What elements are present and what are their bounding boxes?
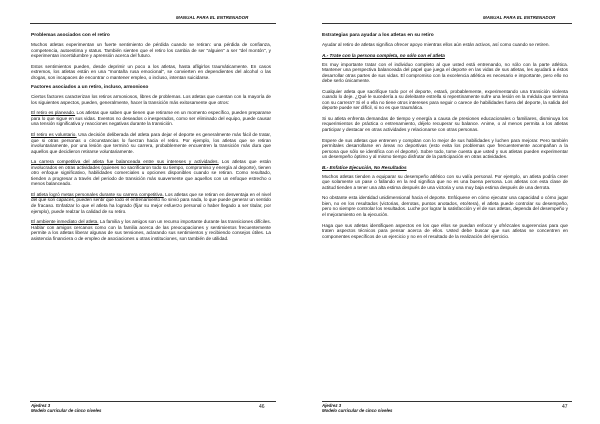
paragraph: Muchos atletas experimentan un fuerte sentimiento de pérdida cuando se retiran: una pérdida de confianza, competencia, autoestima y status. También sienten que el retiro los cambia de ser "alguien" a ser "del montón", y experimentan incertidumbre y aprensión acerca del futuro. <box>31 42 271 59</box>
section-heading: Factores asociados a un retiro, incluso, armonioso <box>31 85 149 91</box>
page-body <box>322 29 568 244</box>
paragraph: El retiro es planeado. Los atletas que saben que tienen que retirarse en un momento específico, pueden prepararse para lo que sigue en sus vidas. Eventos no deseados o inesperados, como ser eliminado del equipo, puede causar una tensión significativa y reacciones negativas durante la transición. <box>31 110 271 127</box>
paragraph: No obstante esta identidad unidimensional hacia el deporte. Enfóquese en cómo ejecutar una capacidad o cómo jugar bien, no en los resultados (victorias, derrotas, puntos anotados, etcétera), el atleta puede controlar su desempeño, pero no siempre controlar los resultados. Luche por lograr la satisfacción y el de sus atletas, dependa del desempeño y el mejoramiento en la ejecución. <box>322 195 568 218</box>
running-head: MANUAL PARA EL ENTRENADOR <box>483 15 556 20</box>
header-rule <box>322 23 572 24</box>
paragraph: El retiro es voluntario. Una decisión deliberada del atleta para dejar el deporte es generalmente más fácil de tratar, que si otras personas o circunstancias lo fuerzan hacia el retiro. Por ejemplo, los atletas que se retiran involuntariamente, por una lesión que terminó su carrera, probablemente encuentren la transición más dura que aquellos que decidieron retirarse voluntariamente. <box>31 132 271 154</box>
running-head: MANUAL PARA EL ENTRENADOR <box>176 15 249 20</box>
subsection-heading: B.- Enfatice Ejecución, No Resultados <box>322 164 407 170</box>
section-heading: Problemas asociados con el retiro <box>31 33 110 38</box>
footer-title: Ajedrez 3 <box>31 403 51 408</box>
page-footer <box>31 403 101 413</box>
paragraph: Ciertos factores caracterizan los retiros armoniosos, libres de problemas. Los atletas que cuentan con la mayoría de los siguientes aspectos, pueden, generalmente, hacer la transición más exitosamente que otros: <box>31 94 271 105</box>
page-number: 47 <box>562 404 568 410</box>
subsection-heading: A.- Trate con la persona completa, no sólo con el atleta <box>322 52 445 58</box>
section-heading: Estrategias para ayudar a los atletas en su retiro <box>322 33 434 38</box>
paragraph: El ambiente inmediato del atleta. La familia y los amigos son un recurso importante durante las transiciones difíciles. Hablar con amigos cercanos como con la familia acerca de las preocupaciones y sentimientos frecuentemente permite a los atletas liberar algunas de sus tensiones, aclarando sus sentimientos y recibiendo consejos útiles. La asistencia financiera o de empleo de asociaciones u otras instituciones, son también de utilidad. <box>31 219 271 241</box>
paragraph-lead: La carrera competitiva del atleta fue balanceada entre sus intereses y actividades. <box>31 159 219 165</box>
page-number: 46 <box>259 404 265 410</box>
paragraph: Si su atleta enfrenta demandas de tiempo y energía a causa de presiones educacionales o familiares, disminuya los requerimientos de práctica o entrenamiento, déjelo recuperar su balance. Anime, o al menos permita a los atletas participar y destacar en otras actividades y relacionarse con otras personas. <box>322 115 568 133</box>
paragraph: Espere de sus atletas que entrenen y compitan con lo mejor de sus habilidades y luchen para mejorar. Pero también permítales desarrollarse en áreas no deportivas (esto evita los problemas que frecuentemente acompañan a la persona que sólo se identifica con el deporte). Sobre todo, tome cuenta que usted y sus atletas pueden experimentar un desempeño óptimo y al mismo tiempo disfrutar de la participación en otras actividades. <box>322 137 568 160</box>
paragraph-lead: El retiro es voluntario. <box>31 132 77 138</box>
paragraph-lead: El atleta logró metas personales durante su carrera competitiva. <box>31 191 164 197</box>
footer-title: Ajedrez 3 <box>322 403 342 408</box>
paragraph: Cualquier atleta que sacrifique todo por el deporte, estará, probablemente, experimentando una transición violenta cuando lo deje. ¿Qué le sucedería a su deleitante estrella si repentinamente sufre una lesión en la médula que termina con su carrera? Si el o ella no tiene otros intereses para seguir o carece de habilidades fuera del deporte, la salida del deporte puede ser difícil, si no es que traumática. <box>322 88 568 111</box>
page-body <box>31 29 271 246</box>
paragraph-lead: El retiro es planeado. <box>31 110 76 116</box>
paragraph: La carrera competitiva del atleta fue balanceada entre sus intereses y actividades. Los atletas que están involucrados en otras actividades (quienes no sacrificaron todo su tiempo, compromiso y energía al deporte), tienen otro enfoque significativo, habilidades comerciales u opciones disponibles cuando se retiran. Como resultado, tienden a progresar a través del periodo de transición más suavemente que aquellos con un enfoque estrecho o menos balanceado. <box>31 159 271 187</box>
footer-rule <box>322 401 572 402</box>
paragraph: Es muy importante tratar con el individuo completo al que usted está entrenando, no sólo con la parte atlética. Mantener una perspectiva balanceada del papel que juega el deporte en las vidas de sus atletas, les ayudará a éstos desarrollar otras partes de sus vidas. El compromiso con la excelencia atlética es necesario e importante, pero ello no debe serlo únicamente. <box>322 61 568 84</box>
footer-rule <box>30 401 276 402</box>
right-page <box>300 0 600 424</box>
paragraph-lead: El ambiente inmediato del atleta. <box>31 219 99 225</box>
paragraph: El atleta logró metas personales durante su carrera competitiva. Los atletas que se retiran en desventaja en el nivel del que son capaces, pueden sentir que todo el entrenamiento no sirvió para nada, lo que puede generar un sentido de fracaso. Enfatizar lo que el atleta ha logrado (fijar su mejor esfuerzo personal o haber llegado a ser titular, por ejemplo), puede realzar la calidad de su retiro. <box>31 191 271 214</box>
page-footer <box>322 403 392 413</box>
footer-subtitle: Modelo curricular de cinco niveles <box>31 408 102 413</box>
paragraph: Haga que sus atletas identifiquen aspectos en los que ellos se puedan enfocar y ofrézcales sugerencias para que traten aspectos técnicos para pensar acerca de ellos. Usted debe buscar que sus atletas se concentren en componentes específicos de un ejercicio y no en el resultado de la realización del ejercicio. <box>322 222 568 239</box>
paragraph: Muchos atletas tienden a equiparar su desempeño atlético con su valía personal. Por ejemplo, un atleta podría creer que solamente un pase o fallando en la red significa que no es una buena persona. Los atletas con esta clase de actitud tienden a tener una alta estima después de una victoria y una muy baja estima después de una derrota. <box>322 173 568 190</box>
footer-subtitle: Modelo curricular de cinco niveles <box>322 408 393 413</box>
paragraph: Ayudar al retiro de atletas significa ofrecer apoyo mientras ellos aún están activos, así como cuando se retiren. <box>322 42 550 47</box>
paragraph: Estos sentimientos pueden, desde deprimir un poco a los atletas, hasta afligirlos traumáticamente. En casos extremos, los atletas están en una "montaña rusa emocional", se convierten en dependientes del alcohol o las drogas, son incapaces de encontrar o mantener empleo, o incluso, intentan suicidarse. <box>31 63 271 80</box>
header-rule <box>30 23 276 24</box>
